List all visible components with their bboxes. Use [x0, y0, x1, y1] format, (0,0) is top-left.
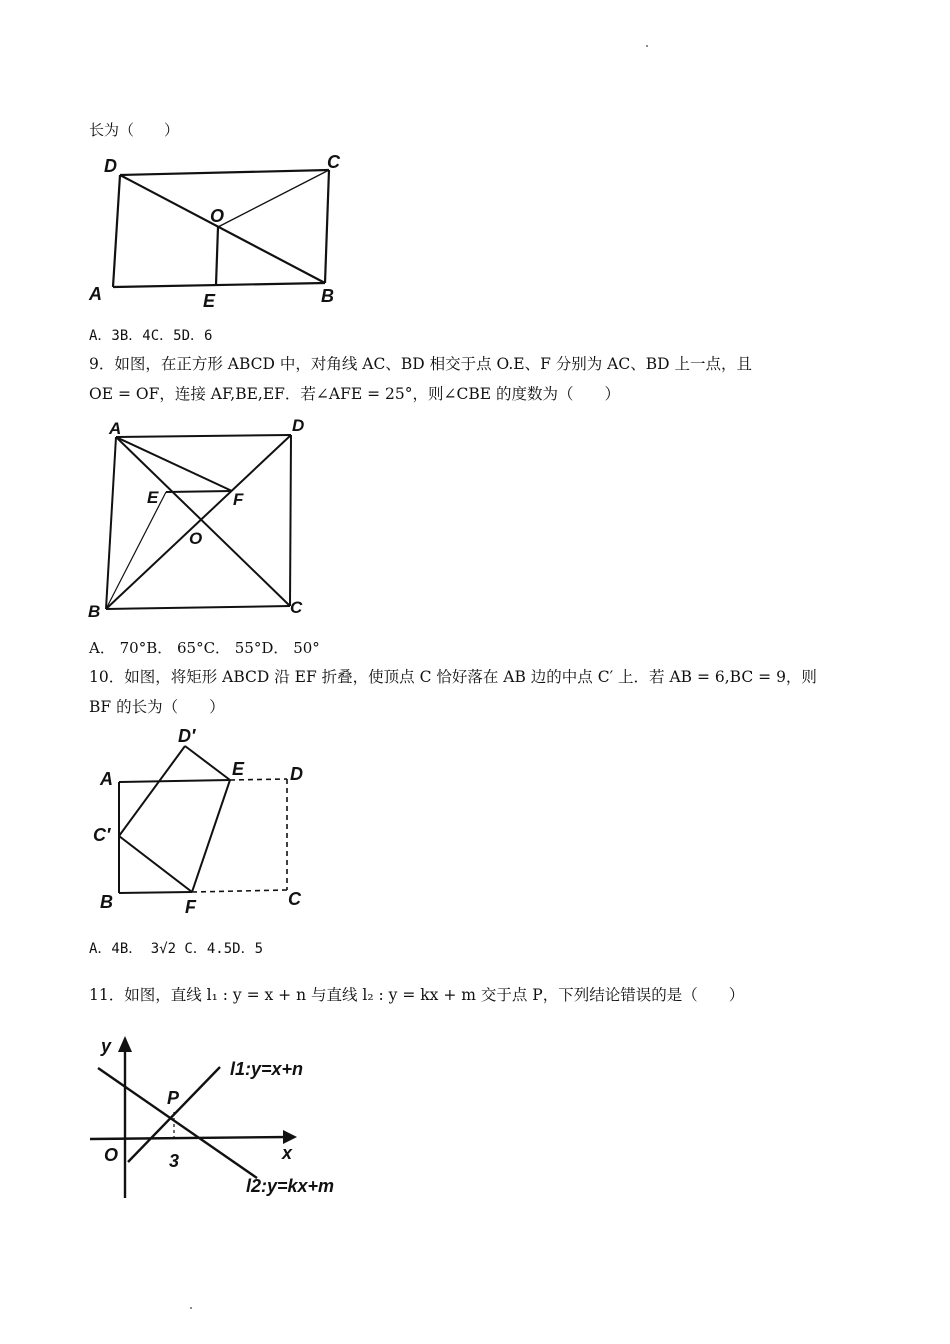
q8-label-e: E	[203, 291, 216, 311]
q10-stem-line2: BF 的长为（ ）	[89, 698, 225, 716]
q11-x-axis	[90, 1137, 290, 1139]
q9-label-b: B	[88, 602, 101, 621]
q11-x-axis-arrow	[283, 1130, 297, 1144]
q8-label-b: B	[321, 286, 334, 306]
q8-label-d: D	[104, 156, 117, 176]
q10-label-a: A	[100, 769, 113, 789]
q9-label-c: C	[290, 598, 303, 617]
q9-label-a: A	[109, 419, 122, 438]
q11-label-p: P	[167, 1088, 180, 1108]
q10-label-d: D	[290, 764, 303, 784]
q9-stem-line2: OE = OF，连接 AF,BE,EF．若∠AFE = 25°，则∠CBE 的度数为（ ）	[89, 385, 620, 403]
q10-label-cprime: C′	[93, 825, 111, 845]
q11-label-y: y	[101, 1036, 112, 1056]
q8-label-c: C	[327, 152, 340, 172]
q9-label-d: D	[292, 416, 305, 435]
q11-label-x: x	[282, 1143, 293, 1163]
q11-label-3: 3	[169, 1151, 180, 1171]
q9-stem-line1: 9．如图，在正方形 ABCD 中，对角线 AC、BD 相交于点 O.E、F 分别为 AC、BD 上一点，且	[89, 355, 752, 373]
q11-stem-line1: 11．如图，直线 l₁ : y = x + n 与直线 l₂ : y = kx + m 交于点 P，下列结论错误的是（ ）	[89, 986, 745, 1004]
q10-label-c: C	[288, 889, 301, 909]
q11-label-l2: l2:y=kx+m	[246, 1176, 335, 1196]
q8-stem-tail: 长为（ ）	[89, 121, 180, 139]
q10-label-e: E	[232, 759, 245, 779]
q10-stem-line1: 10．如图，将矩形 ABCD 沿 EF 折叠，使顶点 C 恰好落在 AB 边的中点 C′ 上．若 AB = 6,BC = 9，则	[89, 668, 817, 686]
q9-label-o: O	[189, 529, 203, 548]
q8-label-a: A	[89, 284, 102, 304]
q10-label-dprime: D′	[178, 726, 196, 746]
q11-y-axis-arrow	[118, 1036, 132, 1052]
q9-options: A． 70°B． 65°C． 55°D． 50°	[89, 639, 320, 657]
q11-label-o: O	[104, 1145, 119, 1165]
q10-options: A．4B． 3√2 C．4.5D．5	[89, 941, 264, 957]
q8-label-o: O	[210, 206, 225, 226]
q9-label-e: E	[147, 488, 159, 507]
q11-label-l1: l1:y=x+n	[230, 1059, 304, 1079]
q10-label-b: B	[100, 892, 113, 912]
q10-label-f: F	[185, 897, 196, 917]
q8-options: A．3B．4C．5D．6	[89, 328, 213, 344]
q9-label-f: F	[233, 490, 244, 509]
